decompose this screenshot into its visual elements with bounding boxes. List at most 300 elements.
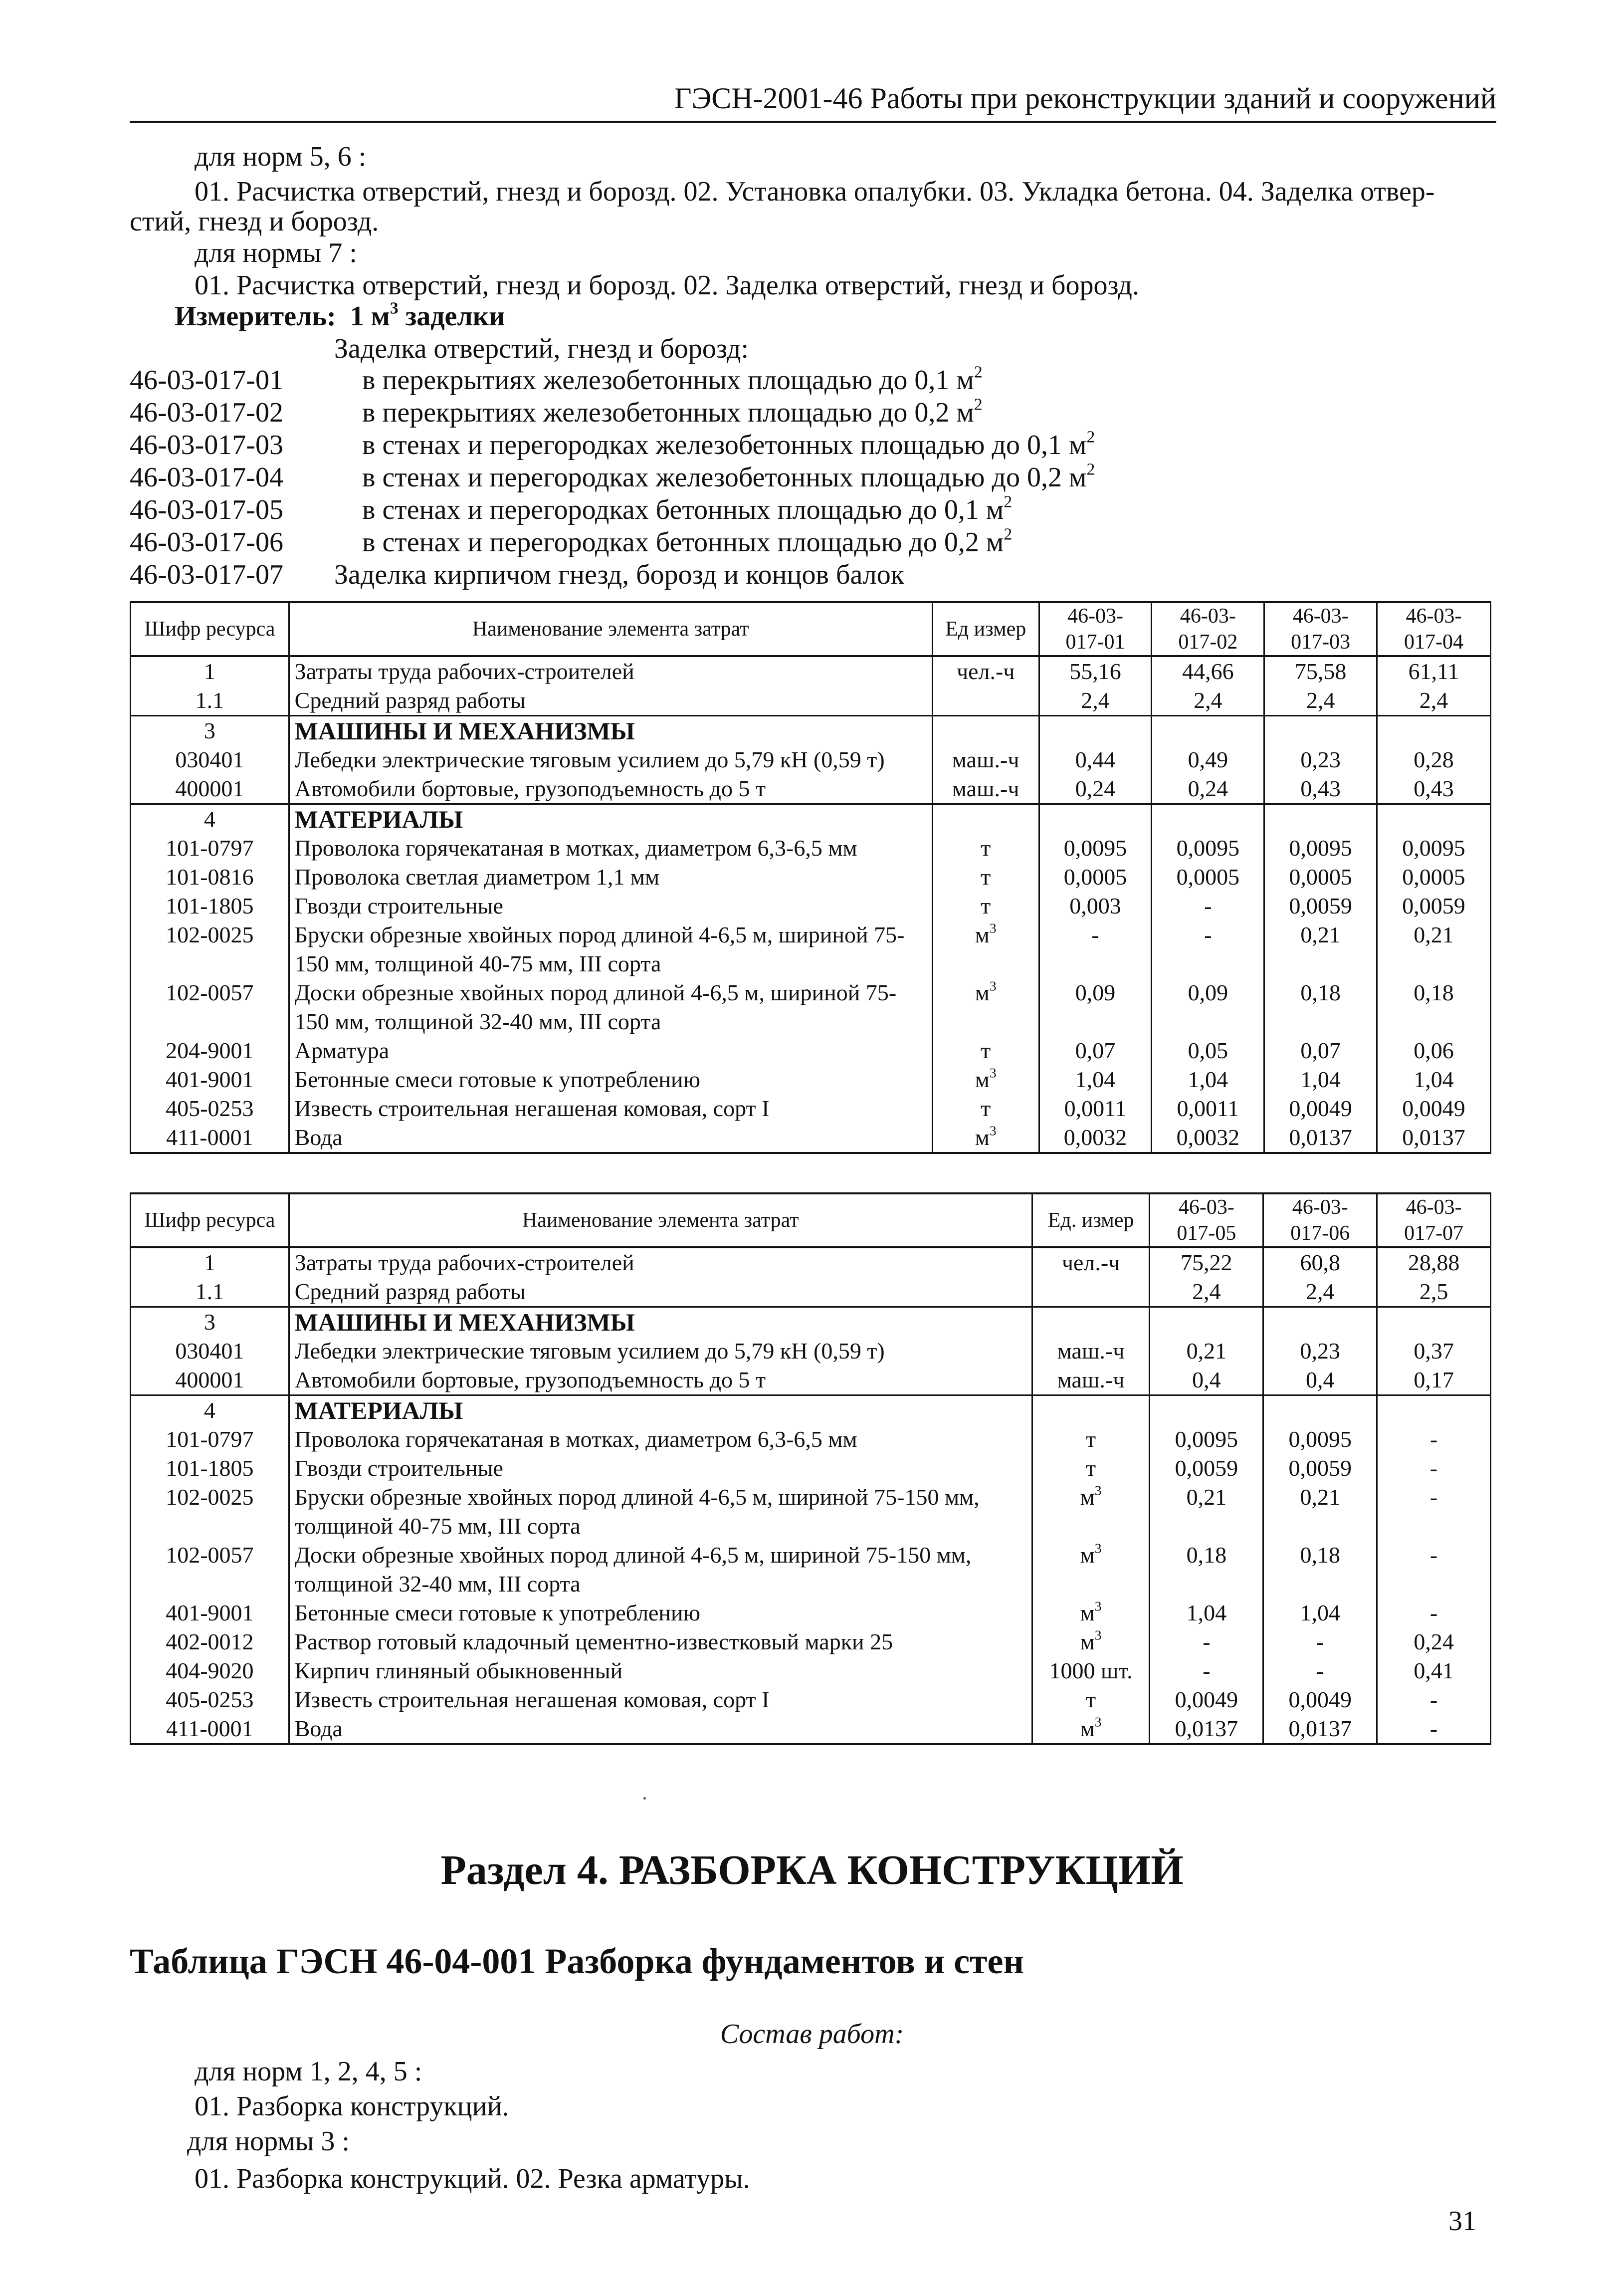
header-col: 46-03- 017-04 [1377,602,1491,656]
norm-value: 28,88 [1377,1247,1491,1277]
header-col: 46-03- 017-03 [1264,602,1377,656]
norm-value: 0,0005 [1264,863,1377,892]
norm-value: - [1377,1541,1491,1599]
header-col: 46-03- 017-01 [1039,602,1152,656]
norm-value: 0,05 [1152,1036,1264,1065]
norm-value: 2,4 [1150,1277,1263,1307]
norm-value: 1,04 [1150,1599,1263,1627]
unit-cell [932,656,1039,686]
norm-value: 1,04 [1263,1599,1377,1627]
norm-value: - [1377,1483,1491,1541]
unit-superscript: 3 [989,978,997,994]
cost-element-name: Лебедки электрические тяговым усилием до 5,79 кН (0,59 т) [289,1337,1032,1366]
unit: т [981,1096,991,1121]
table-row [131,1599,1491,1627]
resource-code: 101-0797 [131,1425,289,1454]
table-row [131,1123,1491,1153]
resource-code: 030401 [131,1337,289,1366]
norm-value: 0,17 [1377,1366,1491,1395]
norm-value: 0,0032 [1039,1123,1152,1153]
section-row [131,716,1491,746]
norm-value: - [1377,1425,1491,1454]
page-number: 31 [1448,2206,1476,2237]
unit: т [981,893,991,918]
norm-value: 1,04 [1152,1065,1264,1094]
resource-code: 1 [131,656,289,686]
table-row [131,1425,1491,1454]
unit: т [981,864,991,890]
table-row [131,892,1491,920]
resource-code: 3 [131,1307,289,1337]
unit-cell [932,1094,1039,1123]
resource-table-2 [130,1192,1491,1745]
norm-value: 0,0005 [1039,863,1152,892]
unit-cell [1032,1714,1150,1744]
unit: м [975,1125,990,1150]
resource-table-1 [130,601,1491,1154]
cost-element-name: Средний разряд работы [289,1277,1032,1307]
norm-value: 0,43 [1264,774,1377,804]
norm-value [1377,1395,1491,1425]
norm-value: - [1263,1627,1377,1656]
unit-cell [1032,1541,1150,1599]
norm-value: 0,28 [1377,745,1491,774]
cost-element-name: Затраты труда рабочих-строителей [289,656,932,686]
norm-description: в перекрытиях железобетонных площадью до 0,2 м [362,397,974,428]
resource-code: 411-0001 [131,1714,289,1744]
unit-cell [1032,1454,1150,1483]
table-header-row [131,602,1491,656]
unit-cell [1032,1307,1150,1337]
norm-value: - [1152,892,1264,920]
norm-value: 0,21 [1263,1483,1377,1541]
norm-value: - [1377,1454,1491,1483]
unit: 1000 шт. [1049,1658,1133,1683]
header-col: 46-03- 017-07 [1377,1193,1491,1247]
unit-cell [932,1036,1039,1065]
table-row [131,1714,1491,1744]
norm-value: 75,22 [1150,1247,1263,1277]
resource-code: 1.1 [131,1277,289,1307]
section-title: Раздел 4. РАЗБОРКА КОНСТРУКЦИЙ [440,1847,1184,1893]
resource-code: 401-9001 [131,1599,289,1627]
table-row [131,1454,1491,1483]
section-heading: МАТЕРИАЛЫ [289,804,932,834]
table-row [131,1337,1491,1366]
norm-code: 46-03-017-07 [130,559,283,590]
norm-value: 44,66 [1152,656,1264,686]
norm-value: 75,58 [1264,656,1377,686]
cost-element-name: Доски обрезные хвойных пород длиной 4-6,5 м, шириной 75-150 мм, толщиной 32-40 мм, III сорта [289,978,932,1036]
norm-value: 0,24 [1152,774,1264,804]
norm-value: 0,4 [1263,1366,1377,1395]
norm-value: 1,04 [1377,1065,1491,1094]
norm-value: 0,44 [1039,745,1152,774]
norm-value: 0,21 [1264,920,1377,978]
running-header [130,80,1496,123]
cost-element-name: Проволока горячекатаная в мотках, диаметром 6,3-6,5 мм [289,834,932,863]
unit-superscript: 3 [1094,1482,1102,1498]
group-heading: Заделка отверстий, гнезд и борозд: [334,333,749,364]
resource-code: 1 [131,1247,289,1277]
norm-description: в стенах и перегородках железобетонных площадью до 0,2 м [362,462,1087,493]
header-name: Наименование элемента затрат [289,1193,1032,1247]
norm-value: 2,4 [1039,686,1152,716]
norm-value: 0,18 [1377,978,1491,1036]
norm-value: 0,23 [1264,745,1377,774]
norm-code-row [130,364,983,396]
norm-3-text: 01. Разборка конструкций. 02. Резка арматуры. [195,2163,750,2194]
measure-value: 1 м [350,301,390,332]
table-row [131,1627,1491,1656]
measure-suffix: заделки [398,301,505,332]
unit: м [975,922,990,947]
resource-code: 400001 [131,1366,289,1395]
unit: чел.-ч [956,659,1015,684]
norm-value: 0,0095 [1150,1425,1263,1454]
table-row [131,1685,1491,1714]
norm-value: - [1150,1656,1263,1685]
table-row [131,1366,1491,1395]
unit-cell [1032,1425,1150,1454]
resource-code: 101-0797 [131,834,289,863]
header-code: Шифр ресурса [131,602,289,656]
table-row [131,834,1491,863]
cost-element-name: Лебедки электрические тяговым усилием до 5,79 кН (0,59 т) [289,745,932,774]
unit: м [1080,1600,1095,1625]
resource-code: 3 [131,716,289,746]
cost-element-name: Бетонные смеси готовые к употреблению [289,1599,1032,1627]
norm-code-row [130,559,904,591]
header-col: 46-03- 017-06 [1263,1193,1377,1247]
norm-value [1264,716,1377,746]
unit-cell [932,863,1039,892]
section-heading: МАШИНЫ И МЕХАНИЗМЫ [289,716,932,746]
norm-7-label: для нормы 7 : [195,237,357,268]
table-row [131,774,1491,804]
unit-cell [1032,1247,1150,1277]
norms-5-6-text-2: стий, гнезд и борозд. [130,206,379,237]
norm-value: 0,0059 [1150,1454,1263,1483]
norm-value: 2,4 [1377,686,1491,716]
norm-value: 0,06 [1377,1036,1491,1065]
norm-value: 0,003 [1039,892,1152,920]
unit-superscript: 3 [989,920,997,936]
resource-code: 101-0816 [131,863,289,892]
cost-element-name: Кирпич глиняный обыкновенный [289,1656,1032,1685]
unit-cell [1032,1277,1150,1307]
unit-superscript: 3 [1094,1598,1102,1614]
norm-value [1039,716,1152,746]
resource-code: 405-0253 [131,1094,289,1123]
norm-value: 0,0005 [1377,863,1491,892]
norm-value: 0,0095 [1152,834,1264,863]
unit-superscript: 3 [989,1123,997,1139]
header-name: Наименование элемента затрат [289,602,932,656]
resource-code: 400001 [131,774,289,804]
table-row [131,1247,1491,1277]
cost-element-name: Арматура [289,1036,932,1065]
cost-element-name: Автомобили бортовые, грузоподъемность до 5 т [289,774,932,804]
unit-superscript: 2 [1004,492,1013,511]
unit-cell [932,1065,1039,1094]
cost-element-name: Проволока горячекатаная в мотках, диаметром 6,3-6,5 мм [289,1425,1032,1454]
norm-description: в стенах и перегородках железобетонных площадью до 0,1 м [362,430,1087,460]
header-code: Шифр ресурса [131,1193,289,1247]
resource-code: 102-0025 [131,920,289,978]
norm-value: 0,49 [1152,745,1264,774]
header-col: 46-03- 017-02 [1152,602,1264,656]
norms-5-6-label: для норм 5, 6 : [195,141,367,172]
cost-element-name: Бруски обрезные хвойных пород длиной 4-6,5 м, шириной 75-150 мм, толщиной 40-75 мм, III сорта [289,920,932,978]
unit: м [1080,1484,1095,1510]
unit-cell [1032,1395,1150,1425]
norm-value: 0,0095 [1264,834,1377,863]
cost-element-name: Средний разряд работы [289,686,932,716]
unit-superscript: 2 [974,395,983,414]
section-heading: МАТЕРИАЛЫ [289,1395,1032,1425]
unit: маш.-ч [1057,1367,1125,1392]
norm-value: 0,0059 [1264,892,1377,920]
norm-value: 2,4 [1264,686,1377,716]
table-row [131,1277,1491,1307]
section-row [131,804,1491,834]
norm-value: - [1152,920,1264,978]
norm-value: 0,0137 [1377,1123,1491,1153]
table-row [131,686,1491,716]
norm-value [1263,1307,1377,1337]
unit: м [1080,1716,1095,1741]
header-title: ГЭСН-2001-46 Работы при реконструкции зданий и сооружений [674,82,1496,115]
cost-element-name: Раствор готовый кладочный цементно-известковый марки 25 [289,1627,1032,1656]
resource-code: 102-0057 [131,1541,289,1599]
resource-code: 4 [131,1395,289,1425]
unit: маш.-ч [1057,1338,1125,1364]
unit-cell [1032,1337,1150,1366]
resource-code: 101-1805 [131,892,289,920]
norm-value: 0,0059 [1263,1454,1377,1483]
resource-code: 204-9001 [131,1036,289,1065]
norm-value: 0,18 [1264,978,1377,1036]
norm-code: 46-03-017-01 [130,365,283,396]
unit-cell [932,978,1039,1036]
unit: м [1080,1629,1095,1654]
norm-value [1264,804,1377,834]
unit-cell [1032,1599,1150,1627]
norm-value: 60,8 [1263,1247,1377,1277]
unit: чел.-ч [1061,1250,1120,1275]
norm-value: 0,0095 [1263,1425,1377,1454]
table-row [131,1541,1491,1599]
cost-element-name: Доски обрезные хвойных пород длиной 4-6,5 м, шириной 75-150 мм, толщиной 32-40 мм, III сорта [289,1541,1032,1599]
unit-superscript: 3 [1094,1627,1102,1643]
norm-code: 46-03-017-06 [130,527,283,558]
unit-superscript: 2 [974,363,983,382]
unit-cell [1032,1483,1150,1541]
norm-value [1152,716,1264,746]
composition-label: Состав работ: [720,2019,904,2050]
norm-value: 2,4 [1263,1277,1377,1307]
norm-value: 1,04 [1039,1065,1152,1094]
header-col: 46-03- 017-05 [1150,1193,1263,1247]
cost-element-name: Затраты труда рабочих-строителей [289,1247,1032,1277]
norm-code-row [130,526,1012,558]
resource-code: 4 [131,804,289,834]
norm-value: 0,09 [1152,978,1264,1036]
norm-value: 0,21 [1150,1483,1263,1541]
resource-code: 102-0057 [131,978,289,1036]
measure-label: Измеритель: [175,301,336,332]
norm-value [1039,804,1152,834]
norm-code: 46-03-017-03 [130,430,283,460]
unit: м [1080,1542,1095,1568]
norm-value: 0,0137 [1263,1714,1377,1744]
norm-value [1377,716,1491,746]
unit: т [1085,1455,1096,1481]
header-unit: Ед. измер [1032,1193,1150,1247]
cost-element-name: Бетонные смеси готовые к употреблению [289,1065,932,1094]
norm-description: в перекрытиях железобетонных площадью до 0,1 м [362,365,974,396]
table-row [131,920,1491,978]
norm-value [1152,804,1264,834]
norm-value: 2,4 [1152,686,1264,716]
norm-value: - [1039,920,1152,978]
norm-value: 0,0095 [1039,834,1152,863]
norm-code-row [130,461,1095,493]
norm-value [1150,1395,1263,1425]
norm-value: 0,0011 [1152,1094,1264,1123]
table-header-row [131,1193,1491,1247]
table-row [131,863,1491,892]
resource-code: 404-9020 [131,1656,289,1685]
unit-cell [932,716,1039,746]
unit: т [981,1038,991,1063]
cost-element-name: Бруски обрезные хвойных пород длиной 4-6,5 м, шириной 75-150 мм, толщиной 40-75 мм, III сорта [289,1483,1032,1541]
resource-code: 401-9001 [131,1065,289,1094]
norm-value: 0,0137 [1150,1714,1263,1744]
norm-value: 0,23 [1263,1337,1377,1366]
norm-value: - [1377,1685,1491,1714]
norm-value: 0,18 [1263,1541,1377,1599]
unit-cell [1032,1685,1150,1714]
resource-code: 102-0025 [131,1483,289,1541]
cost-element-name: Проволока светлая диаметром 1,1 мм [289,863,932,892]
unit-superscript: 3 [1094,1540,1102,1556]
resource-code: 1.1 [131,686,289,716]
norm-code: 46-03-017-05 [130,494,283,525]
cost-element-name: Автомобили бортовые, грузоподъемность до 5 т [289,1366,1032,1395]
norm-value: 0,0049 [1263,1685,1377,1714]
norm-value: 0,0095 [1377,834,1491,863]
norms-5-6-text-1: 01. Расчистка отверстий, гнезд и борозд. 02. Установка опалубки. 03. Укладка бетона. 04. Заделка отвер- [195,176,1435,207]
norm-value [1150,1307,1263,1337]
resource-code: 411-0001 [131,1123,289,1153]
norm-value [1263,1395,1377,1425]
unit-cell [932,920,1039,978]
unit-superscript: 2 [1004,525,1013,544]
unit-cell [932,686,1039,716]
norm-value: 0,07 [1039,1036,1152,1065]
table-row [131,1036,1491,1065]
norm-value: 0,41 [1377,1656,1491,1685]
norm-description: в стенах и перегородках бетонных площадью до 0,2 м [362,527,1004,558]
norm-value: 61,11 [1377,656,1491,686]
norm-code-row [130,494,1012,526]
unit-cell [932,892,1039,920]
norm-value: 0,37 [1377,1337,1491,1366]
table-row [131,745,1491,774]
unit-cell [932,804,1039,834]
norm-value: 0,0137 [1264,1123,1377,1153]
unit: т [1085,1426,1096,1452]
table-row [131,1483,1491,1541]
resource-code: 101-1805 [131,1454,289,1483]
resource-code: 030401 [131,745,289,774]
norm-value: 55,16 [1039,656,1152,686]
norm-value: 0,24 [1377,1627,1491,1656]
section-row [131,1395,1491,1425]
norm-value: 2,5 [1377,1277,1491,1307]
norm-value: 0,09 [1039,978,1152,1036]
norm-3-label: для нормы 3 : [187,2126,350,2157]
resource-code: 402-0012 [131,1627,289,1656]
norm-value: 0,43 [1377,774,1491,804]
section-row [131,1307,1491,1337]
norm-value: 0,4 [1150,1366,1263,1395]
unit-cell [932,1123,1039,1153]
unit-cell [932,745,1039,774]
unit-cell [932,834,1039,863]
unit-cell [1032,1366,1150,1395]
unit: м [975,1067,990,1092]
norm-value: 0,0005 [1152,863,1264,892]
unit: м [975,980,990,1005]
table-row [131,978,1491,1036]
table-row [131,1065,1491,1094]
cost-element-name: Известь строительная негашеная комовая, сорт I [289,1685,1032,1714]
norm-value: 0,18 [1150,1541,1263,1599]
header-unit: Ед измер [932,602,1039,656]
norm-code-row [130,397,983,429]
measure-sup: 3 [390,299,399,318]
norm-code: 46-03-017-02 [130,397,283,428]
unit-superscript: 3 [989,1065,997,1081]
norm-value: 0,21 [1150,1337,1263,1366]
norm-value: 0,0059 [1377,892,1491,920]
unit: т [981,835,991,861]
table-row [131,656,1491,686]
norm-value: 0,0011 [1039,1094,1152,1123]
cost-element-name: Гвозди строительные [289,1454,1032,1483]
table-row [131,1656,1491,1685]
measure-line [175,300,505,332]
norms-1245-text: 01. Разборка конструкций. [195,2091,509,2122]
cost-element-name: Известь строительная негашеная комовая, сорт I [289,1094,932,1123]
cost-element-name: Гвозди строительные [289,892,932,920]
norm-value: - [1377,1599,1491,1627]
norm-code: 46-03-017-04 [130,462,283,493]
cost-element-name: Вода [289,1714,1032,1744]
norm-value: 0,24 [1039,774,1152,804]
resource-code: 405-0253 [131,1685,289,1714]
unit-superscript: 2 [1086,428,1095,447]
norm-value: 0,0049 [1150,1685,1263,1714]
norm-value [1377,1307,1491,1337]
cost-element-name: Вода [289,1123,932,1153]
norms-1245-label: для норм 1, 2, 4, 5 : [195,2056,422,2087]
norm-value: 0,0049 [1264,1094,1377,1123]
norm-value: 0,21 [1377,920,1491,978]
